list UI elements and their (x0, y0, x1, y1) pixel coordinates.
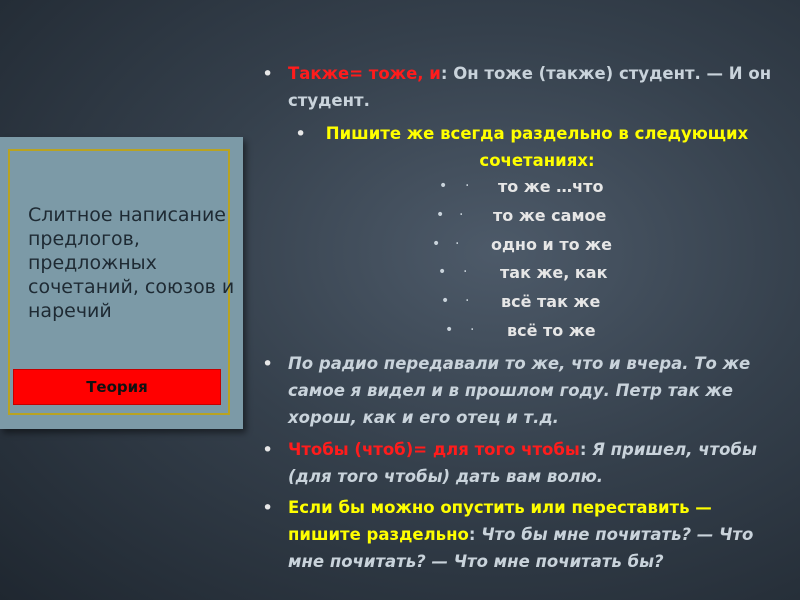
dot-icon: · (465, 293, 470, 309)
combo-text: всё то же (507, 321, 596, 340)
topic-panel (0, 137, 243, 429)
paragraph-5 (288, 494, 778, 575)
combo-text: то же самое (493, 206, 607, 225)
dot-icon: · (465, 178, 470, 194)
bullet-icon: • (262, 353, 274, 375)
theory-button[interactable]: Теория (13, 369, 221, 405)
list-item (262, 288, 782, 315)
dot-icon: · (459, 207, 464, 223)
paragraph-4 (288, 436, 778, 490)
p4-text: Я пришел, чтобы (для того чтобы) дать вам волю. (288, 440, 757, 486)
combo-text: одно и то же (491, 235, 612, 254)
paragraph-2-heading: Пишите же всегда раздельно в следующих сочетаниях: (325, 124, 749, 170)
bullet-icon: • (262, 63, 274, 85)
list-item (262, 317, 782, 344)
p4-term: Чтобы (чтоб)= для того чтобы (288, 440, 580, 459)
dot-icon: · (470, 322, 475, 338)
bullet-icon: • (436, 207, 445, 223)
bullet-icon: • (439, 178, 448, 194)
paragraph-1 (288, 60, 776, 114)
list-item (262, 202, 782, 229)
bullet-icon: • (295, 123, 307, 145)
list-item (262, 231, 782, 258)
list-item (262, 259, 782, 286)
dot-icon: · (463, 264, 468, 280)
p4-sep: : (579, 440, 587, 459)
bullet-icon: • (445, 322, 454, 338)
p5-sep: : (468, 525, 476, 544)
paragraph-3: По радио передавали то же, что и вчера. То же самое я видел и в прошлом году. Петр так же хорош, как и его отец и т.д. (288, 354, 751, 427)
bullet-icon: • (441, 293, 450, 309)
combo-text: всё так же (501, 292, 601, 311)
p1-text: Он тоже (также) студент. — И он студент. (288, 64, 772, 110)
list-item (262, 173, 782, 200)
panel-title: Слитное написание предлогов, предложных сочетаний, союзов и наречий (28, 204, 235, 322)
p1-sep: : (440, 64, 448, 83)
bullet-icon: • (262, 439, 274, 461)
p1-term: Также= тоже, и (288, 64, 441, 83)
dot-icon: · (455, 236, 460, 252)
p5-term: Если бы можно опустить или переставить — пишите раздельно (288, 498, 712, 544)
bullet-icon: • (262, 497, 274, 519)
bullet-icon: • (438, 264, 447, 280)
bullet-icon: • (432, 236, 441, 252)
combo-text: так же, как (500, 263, 608, 282)
combo-text: то же …что (498, 177, 604, 196)
p5-text: Что бы мне почитать? — Что мне почитать? — Что мне почитать бы? (288, 525, 754, 571)
